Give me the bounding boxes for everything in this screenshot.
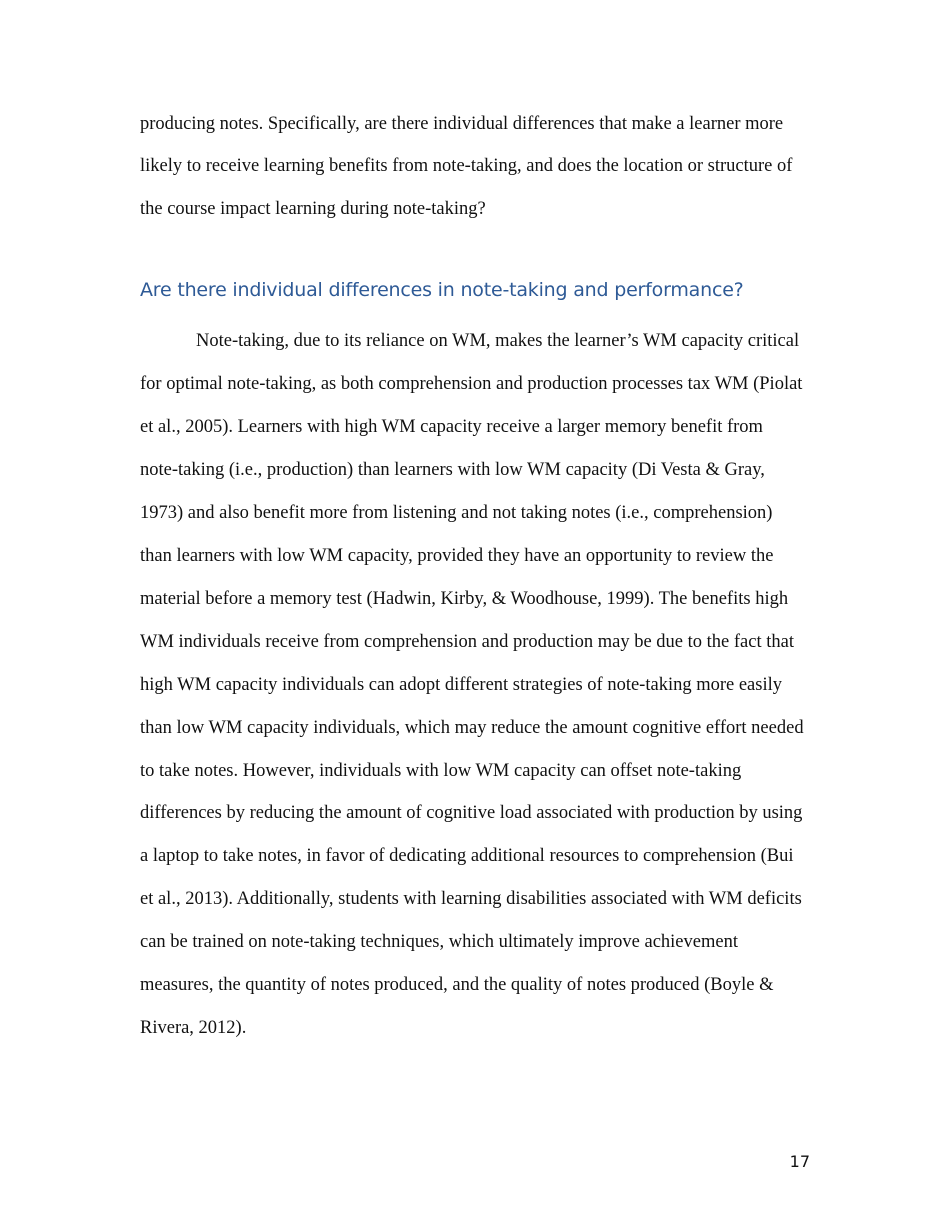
text-line: Rivera, 2012). xyxy=(140,1018,247,1038)
page-number: 17 xyxy=(789,1152,810,1171)
text-line: the course impact learning during note-taking? xyxy=(140,199,486,219)
text-line: et al., 2005). Learners with high WM capacity receive a larger memory benefit from xyxy=(140,417,763,437)
section-heading: Are there individual differences in note-taking and performance? xyxy=(140,279,744,301)
text-line: 1973) and also benefit more from listening and not taking notes (i.e., comprehension) xyxy=(140,503,773,523)
text-line: Note-taking, due to its reliance on WM, makes the learner’s WM capacity critical xyxy=(196,331,800,351)
text-line: a laptop to take notes, in favor of dedicating additional resources to comprehension (Bui xyxy=(140,846,794,866)
text-line: differences by reducing the amount of cognitive load associated with production by using xyxy=(140,803,803,823)
text-line: can be trained on note-taking techniques, which ultimately improve achievement xyxy=(140,932,738,952)
text-line: for optimal note-taking, as both comprehension and production processes tax WM (Piolat xyxy=(140,374,803,394)
text-line: than low WM capacity individuals, which may reduce the amount cognitive effort needed xyxy=(140,718,804,738)
text-line: et al., 2013). Additionally, students with learning disabilities associated with WM deficits xyxy=(140,889,802,909)
text-line: high WM capacity individuals can adopt different strategies of note-taking more easily xyxy=(140,675,782,695)
text-line: likely to receive learning benefits from note-taking, and does the location or structure of xyxy=(140,156,793,176)
text-line: than learners with low WM capacity, provided they have an opportunity to review the xyxy=(140,546,774,566)
text-line: producing notes. Specifically, are there individual differences that make a learner more xyxy=(140,114,784,134)
text-line: to take notes. However, individuals with low WM capacity can offset note-taking xyxy=(140,761,742,781)
text-line: measures, the quantity of notes produced, and the quality of notes produced (Boyle & xyxy=(140,975,774,995)
text-line: material before a memory test (Hadwin, Kirby, & Woodhouse, 1999). The benefits high xyxy=(140,589,789,609)
text-line: note-taking (i.e., production) than learners with low WM capacity (Di Vesta & Gray, xyxy=(140,460,765,480)
text-line: WM individuals receive from comprehension and production may be due to the fact that xyxy=(140,632,794,652)
